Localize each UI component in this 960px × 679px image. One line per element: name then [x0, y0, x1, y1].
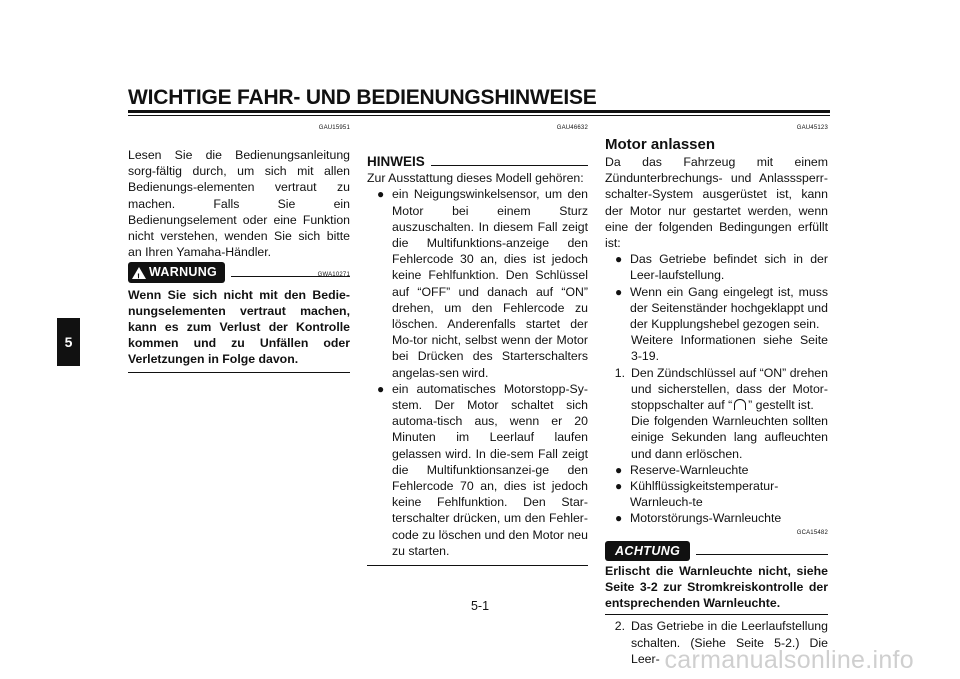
intro-paragraph: Lesen Sie die Bedienungsanleitung sorg-fältig durch, um sich mit allen Bedienungs-elementen vertraut zu machen. Falls Sie ein Bedienungselement oder eine Funktion nicht verstehen, wenden Sie sich bitte an Ihren Yamaha-Händler. [128, 148, 350, 260]
section-title: Motor anlassen [605, 136, 716, 153]
bullet-icon: ● [615, 479, 623, 494]
bullet-icon: ● [377, 381, 385, 396]
warning-badge [128, 262, 225, 282]
hinweis-end-rule [367, 565, 588, 566]
warning-end-rule [128, 372, 350, 373]
list-item: ● Das Getriebe befindet sich in der Leer-laufstellung. [615, 252, 828, 283]
column-2 [367, 124, 588, 566]
achtung-header [605, 541, 828, 561]
warning-text: Wenn Sie sich nicht mit den Bedie-nungselementen vertraut machen, kann es zum Verlust der Kontrolle kommen und zu Unfällen oder Verletzungen in Folge davon. [128, 287, 350, 367]
achtung-code: GCA15482 [796, 529, 828, 536]
achtung-badge: ACHTUNG [605, 541, 690, 561]
list-item: ● Reserve-Warnleuchte [615, 462, 749, 477]
step-1: 1. Den Zündschlüssel auf “ON” drehen und sicherstellen, dass der Motor-stoppschalter auf “ ” gestellt ist. [614, 365, 828, 413]
watermark: carmanualsonline.info [664, 646, 914, 674]
list-item: ● Motorstörungs-Warnleuchte [615, 511, 782, 526]
achtung-end-rule [605, 614, 828, 615]
bullet-icon: ● [615, 252, 623, 267]
column-3 [605, 124, 828, 667]
start-intro: Da das Fahrzeug mit einem Zündunterbrechungs- und Anlasssperr-schalter-System ausgerüstet ist, kann der Motor nur gestartet werden, wenn eine der folgenden Bedingungen erfüllt ist: [605, 155, 828, 251]
list-item: ● Wenn ein Gang eingelegt ist, muss der Seitenständer hochgeklappt und der Kupplungshebel gezogen sein. [615, 284, 828, 332]
more-info: Weitere Informationen siehe Seite 3-19. [631, 333, 828, 364]
hinweis-intro: Zur Ausstattung dieses Modell gehören: [367, 171, 584, 186]
bullet-icon: ● [377, 187, 385, 202]
list-item: ● ein Neigungswinkelsensor, um den Motor bei einem Sturz auszuschalten. In diesem Fall zeigt die Multifunktions-anzeige den Fehlercode 30 an, dies ist jedoch keine Fehlfunktion. Den Schlüssel auf “OFF” und danach auf “ON” drehen, um den Fehlercode zu löschen. Anderenfalls startet der Mo-tor nicht, selbst wenn der Motor bei Drücken des Starterschalters angelas-sen wird. [377, 187, 588, 380]
achtung-text: Erlischt die Warnleuchte nicht, siehe Seite 3-2 zur Stromkreiskontrolle der entsprechenden Warnleuchte. [605, 563, 828, 611]
engine-stop-run-icon [734, 399, 746, 410]
step-1-note: Die folgenden Warnleuchten sollten einige Sekunden lang aufleuchten und dann erlöschen. [631, 414, 828, 461]
chapter-tab: 5 [57, 318, 80, 366]
column-1 [128, 124, 350, 373]
hinweis-label: HINWEIS [367, 154, 425, 169]
section-code: GAU45123 [796, 125, 828, 131]
bullet-icon: ● [615, 511, 623, 526]
warning-code: GWA10271 [317, 271, 350, 278]
title-rule-thin [128, 115, 830, 116]
section-code: GAU46632 [556, 125, 588, 131]
warning-label: WARNUNG [149, 265, 218, 280]
bullet-icon: ● [615, 284, 623, 299]
page-title: WICHTIGE FAHR- UND BEDIENUNGSHINWEISE [128, 86, 597, 109]
bullet-icon: ● [615, 462, 623, 477]
hinweis-header [367, 154, 588, 170]
title-rule [128, 110, 830, 113]
step-2: 2. Das Getriebe in die Leerlaufstellung schalten. (Siehe Seite 5-2.) Die Leer- [614, 619, 828, 666]
list-item: ● Kühlflüssigkeitstemperatur-Warnleuch-te [615, 479, 779, 510]
list-item: ● ein automatisches Motorstopp-Sy-stem. Der Motor schaltet sich automa-tisch aus, wenn er 20 Minuten im Leerlauf laufen gelassen wird. In die-sem Fall zeigt die Multifunktionsanzei-ge den Fehlercode 70 an, dies ist jedoch keine Fehlfunktion. Den Star-terschalter drücken, um den Fehler-code zu löschen und den Motor neu zu starten. [377, 381, 588, 558]
page-number: 5-1 [470, 599, 490, 613]
warning-triangle-icon: ! [132, 267, 146, 279]
section-code: GAU15951 [318, 125, 350, 131]
